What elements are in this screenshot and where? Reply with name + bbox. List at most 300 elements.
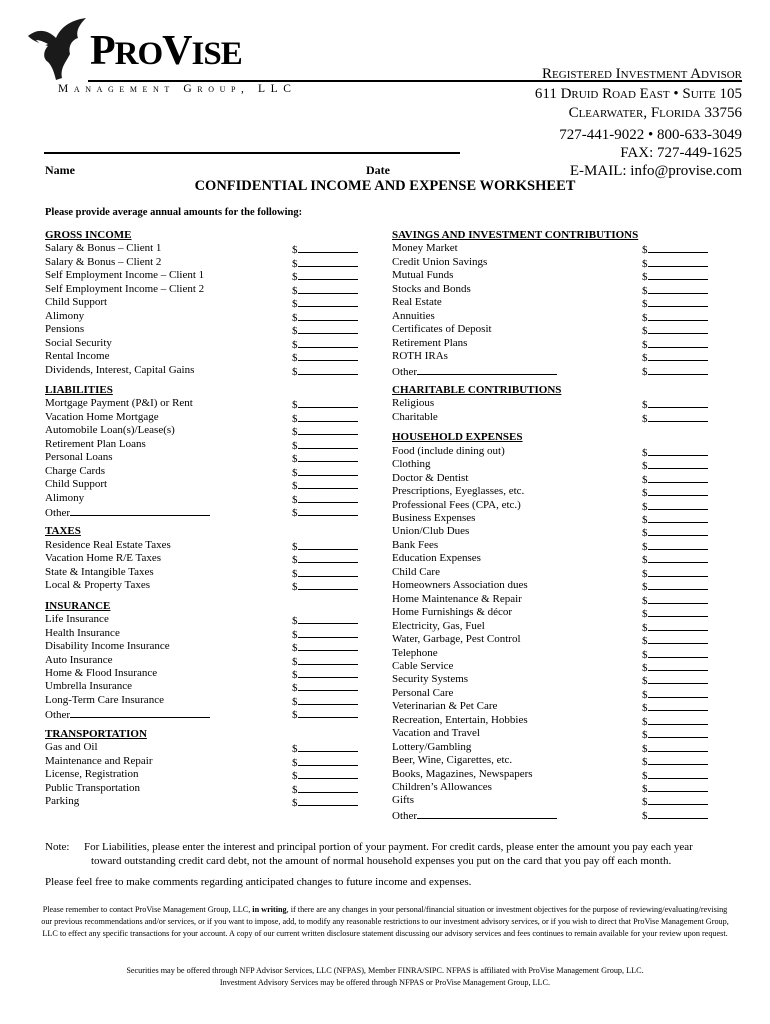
line-item-label: [392, 269, 453, 282]
amount-blank[interactable]: [648, 781, 708, 792]
dollar-sign: $: [292, 439, 298, 452]
section-heading-savings-and-investment-contributions: SAVINGS AND INVESTMENT CONTRIBUTIONS: [392, 229, 639, 241]
line-item-text: Residence Real Estate Taxes: [45, 538, 171, 551]
line-item-label: [45, 539, 171, 552]
amount-blank[interactable]: [648, 445, 708, 456]
line-item-text: Telephone: [392, 646, 438, 659]
amount-blank[interactable]: [298, 654, 358, 665]
other-description-field[interactable]: [417, 808, 557, 819]
dollar-sign: $: [642, 257, 648, 270]
amount-blank[interactable]: [648, 525, 708, 536]
line-item-text: Retirement Plan Loans: [45, 437, 146, 450]
amount-blank[interactable]: [648, 310, 708, 321]
amount-blank[interactable]: [648, 283, 708, 294]
line-item-text: Other: [45, 709, 71, 722]
line-item-text: Clothing: [392, 458, 431, 471]
dollar-sign: $: [642, 581, 648, 594]
amount-blank[interactable]: [648, 660, 708, 671]
dollar-sign: $: [642, 514, 648, 526]
dollar-sign: $: [292, 668, 298, 681]
amount-blank[interactable]: [648, 552, 708, 563]
line-item-text: Books, Magazines, Newspapers: [392, 767, 533, 780]
dollar-sign: $: [292, 352, 298, 365]
line-item-text: Doctor & Dentist: [392, 471, 469, 484]
line-item-text: Home Maintenance & Repair: [392, 592, 522, 605]
dollar-sign: $: [642, 338, 648, 351]
line-item-label: [392, 337, 467, 350]
line-item-label: [392, 310, 435, 323]
dollar-sign: $: [642, 594, 648, 607]
line-item-text: Union/Club Dues: [392, 525, 470, 538]
line-item-label: [392, 499, 521, 512]
line-item-text: Auto Insurance: [45, 653, 113, 666]
amount-field[interactable]: [642, 808, 708, 823]
line-item-label: [45, 768, 138, 781]
dollar-sign: $: [642, 460, 648, 473]
dollar-sign: $: [292, 783, 298, 796]
amount-blank[interactable]: [648, 727, 708, 738]
dollar-sign: $: [642, 783, 648, 795]
amount-blank[interactable]: [298, 269, 358, 280]
line-item-label: [45, 323, 84, 336]
line-item-label: [45, 465, 105, 478]
line-item-label: [392, 445, 505, 458]
line-item-label: [45, 640, 170, 653]
line-item-text: Personal Loans: [45, 451, 113, 464]
amount-blank[interactable]: [298, 613, 358, 624]
line-item-text: Vacation Home R/E Taxes: [45, 552, 162, 565]
amount-blank[interactable]: [298, 795, 358, 806]
disclaimer: Please remember to contact ProVise Management Group, LLC, in writing, if there are any changes in your personal/financial situation or investment objectives for the purpose of reviewing/evaluating/revising our previous recommendations and/or services, or if you want to impose, add, to modify any reasonable restrictions to our investment advisory services, or if you wish to direct that ProVise Management Group, LLC to effect any specific transactions for your account. A copy of our current written disclosure statement discussing our advisory services and fees continues to remain available for your review upon request.: [41, 905, 729, 938]
dollar-sign: $: [292, 642, 298, 655]
line-item-label: [45, 478, 107, 491]
line-item-text: Electricity, Gas, Fuel: [392, 619, 485, 632]
amount-blank[interactable]: [648, 397, 708, 408]
amount-blank[interactable]: [298, 667, 358, 678]
dollar-sign: $: [642, 473, 648, 486]
dollar-sign: $: [292, 743, 298, 756]
amount-blank[interactable]: [298, 566, 358, 577]
dollar-sign: $: [292, 257, 298, 270]
dollar-sign: $: [292, 338, 298, 351]
amount-blank[interactable]: [648, 768, 708, 779]
amount-blank[interactable]: [648, 647, 708, 658]
dollar-sign: $: [292, 655, 298, 668]
email-address: E-MAIL: info@provise.com: [569, 163, 742, 179]
dollar-sign: $: [292, 399, 298, 412]
amount-field[interactable]: [292, 707, 358, 722]
amount-blank[interactable]: [648, 512, 708, 523]
line-item-text: Annuities: [392, 309, 435, 322]
line-item-label: [45, 613, 109, 626]
line-item-label: [392, 552, 481, 565]
dollar-sign: $: [642, 527, 648, 540]
dollar-sign: $: [292, 426, 298, 439]
amount-blank[interactable]: [298, 465, 358, 476]
line-item-label: [45, 256, 161, 269]
line-item-text: Business Expenses: [392, 512, 476, 524]
amount-blank[interactable]: [648, 633, 708, 644]
line-item-text: Maintenance and Repair: [45, 754, 153, 767]
amount-blank[interactable]: [298, 680, 358, 691]
amount-blank[interactable]: [648, 350, 708, 361]
name-date-line[interactable]: [44, 152, 460, 154]
dollar-sign: $: [642, 446, 648, 459]
line-item-label: [45, 438, 146, 451]
amount-blank[interactable]: [648, 485, 708, 496]
dollar-sign: $: [642, 702, 648, 715]
line-item-label: [45, 411, 159, 424]
fax-number: FAX: 727-449-1625: [620, 145, 742, 161]
amount-blank[interactable]: [648, 566, 708, 577]
dollar-sign: $: [642, 487, 648, 500]
line-item-text: Social Security: [45, 336, 112, 349]
dollar-sign: $: [642, 540, 648, 553]
line-item-text: Professional Fees (CPA, etc.): [392, 498, 521, 511]
amount-blank[interactable]: [298, 755, 358, 766]
other-description-field[interactable]: [70, 505, 210, 516]
dollar-sign: $: [642, 271, 648, 284]
line-item-label: [392, 472, 468, 485]
amount-blank[interactable]: [298, 451, 358, 462]
dollar-sign: $: [642, 756, 648, 769]
amount-blank[interactable]: [298, 323, 358, 334]
line-item-text: Child Support: [45, 478, 108, 491]
amount-blank[interactable]: [648, 579, 708, 590]
amount-blank[interactable]: [298, 707, 358, 718]
dollar-sign: $: [642, 412, 648, 425]
other-description-field[interactable]: [417, 364, 557, 375]
line-item-text: Homeowners Association dues: [392, 579, 528, 592]
dollar-sign: $: [292, 770, 298, 783]
amount-blank[interactable]: [298, 492, 358, 503]
address-line-2: Clearwater, Florida 33756: [568, 105, 742, 121]
line-item-label: [392, 539, 438, 552]
amount-blank[interactable]: [298, 768, 358, 779]
dollar-sign: $: [292, 507, 298, 519]
instruction-text: Please provide average annual amounts for the following:: [45, 207, 303, 218]
line-item-label: [392, 768, 533, 781]
amount-blank[interactable]: [648, 700, 708, 711]
dollar-sign: $: [642, 796, 648, 809]
line-item-text: Food (include dining out): [392, 444, 505, 457]
phone-numbers: 727-441-9022 • 800-633-3049: [559, 127, 742, 143]
amount-blank[interactable]: [648, 269, 708, 280]
amount-field[interactable]: [292, 579, 358, 594]
line-item-text: Security Systems: [392, 673, 469, 686]
amount-blank[interactable]: [648, 296, 708, 307]
dollar-sign: $: [292, 797, 298, 809]
line-item-label: [45, 654, 113, 667]
amount-blank[interactable]: [648, 242, 708, 253]
amount-blank[interactable]: [648, 754, 708, 765]
line-item-text: Water, Garbage, Pest Control: [392, 633, 521, 646]
amount-blank[interactable]: [298, 627, 358, 638]
line-item-label: [392, 283, 471, 296]
amount-blank[interactable]: [298, 694, 358, 705]
amount-field[interactable]: [642, 364, 708, 379]
dollar-sign: $: [292, 325, 298, 338]
line-item-text: Public Transportation: [45, 781, 141, 794]
line-item-text: Gifts: [392, 794, 414, 807]
other-description-field[interactable]: [70, 707, 210, 718]
amount-blank[interactable]: [298, 337, 358, 348]
dollar-sign: $: [292, 311, 298, 324]
line-item-text: Child Care: [392, 565, 440, 578]
amount-field[interactable]: [292, 364, 358, 379]
note-line-2: toward outstanding credit card debt, not the amount of normal household expenses you put on the card that you pay off each month.: [91, 855, 672, 867]
amount-blank[interactable]: [648, 687, 708, 698]
line-item-text: Self Employment Income – Client 1: [45, 269, 205, 282]
line-item-text: Other: [392, 365, 418, 378]
line-item-label: [45, 269, 204, 282]
amount-blank[interactable]: [298, 283, 358, 294]
line-item-label: [45, 364, 194, 377]
amount-blank[interactable]: [298, 296, 358, 307]
amount-blank[interactable]: [298, 256, 358, 267]
amount-blank[interactable]: [298, 478, 358, 489]
name-label: Name: [45, 163, 75, 177]
line-item-text: License, Registration: [45, 768, 139, 781]
line-item-text: Veterinarian & Pet Care: [392, 700, 498, 713]
line-item-text: Self Employment Income – Client 2: [45, 282, 205, 295]
dollar-sign: $: [642, 809, 648, 822]
amount-field[interactable]: [292, 505, 358, 520]
amount-blank[interactable]: [298, 364, 358, 375]
line-item-text: Cable Service: [392, 659, 454, 672]
line-item-text: Charitable: [392, 410, 438, 423]
line-item-label: [45, 242, 161, 255]
amount-blank[interactable]: [648, 539, 708, 550]
line-item-text: Personal Care: [392, 686, 454, 699]
dollar-sign: $: [642, 621, 648, 634]
line-item-text: Alimony: [45, 309, 85, 322]
line-item-text: Local & Property Taxes: [45, 579, 151, 592]
eagle-logo-icon: [26, 18, 92, 82]
line-item-label: [45, 397, 193, 410]
line-item-label: [45, 296, 107, 309]
amount-blank[interactable]: [648, 458, 708, 469]
line-item-label: [45, 451, 113, 464]
line-item-label: [45, 694, 164, 707]
dollar-sign: $: [642, 352, 648, 365]
line-item-label: [392, 512, 475, 525]
amount-blank[interactable]: [648, 364, 708, 375]
dollar-sign: $: [292, 365, 298, 378]
line-item-label: [392, 606, 512, 619]
section-heading-charitable-contributions: CHARITABLE CONTRIBUTIONS: [392, 383, 562, 396]
line-item-text: Vacation Home Mortgage: [45, 410, 159, 423]
line-item-text: Pensions: [45, 323, 85, 336]
line-item-label: [392, 579, 528, 592]
line-item-label: [45, 566, 154, 579]
line-item-text: Money Market: [392, 242, 458, 255]
amount-blank[interactable]: [648, 323, 708, 334]
line-item-text: Stocks and Bonds: [392, 282, 471, 295]
dollar-sign: $: [292, 567, 298, 580]
section-heading-household-expenses: HOUSEHOLD EXPENSES: [392, 431, 523, 444]
amount-blank[interactable]: [648, 794, 708, 805]
line-item-text: ROTH IRAs: [392, 350, 448, 363]
amount-blank[interactable]: [298, 552, 358, 563]
amount-blank[interactable]: [648, 620, 708, 631]
dollar-sign: $: [642, 399, 648, 412]
line-item-label: [392, 687, 453, 700]
line-item-label: [392, 673, 468, 686]
line-item-label: [45, 492, 84, 505]
line-item-label: [392, 256, 487, 269]
amount-blank[interactable]: [648, 741, 708, 752]
dollar-sign: $: [642, 567, 648, 580]
amount-blank[interactable]: [648, 256, 708, 267]
line-item-text: Rental Income: [45, 350, 110, 363]
dollar-sign: $: [292, 615, 298, 628]
line-item-label: [45, 755, 153, 768]
dollar-sign: $: [642, 365, 648, 378]
page-title: CONFIDENTIAL INCOME AND EXPENSE WORKSHEET: [194, 178, 576, 194]
dollar-sign: $: [642, 742, 648, 755]
line-item-label: [392, 525, 469, 538]
dollar-sign: $: [642, 298, 648, 311]
amount-blank[interactable]: [298, 350, 358, 361]
line-item-text: Beer, Wine, Cigarettes, etc.: [392, 754, 513, 767]
line-item-label: [392, 566, 440, 579]
amount-blank[interactable]: [648, 606, 708, 617]
logo-subtitle: Management Group, LLC: [58, 83, 297, 95]
line-item-label: [392, 620, 485, 633]
amount-blank[interactable]: [648, 411, 708, 422]
dollar-sign: $: [642, 715, 648, 728]
line-item-text: Education Expenses: [392, 552, 481, 565]
line-item-label: [392, 411, 438, 424]
amount-blank[interactable]: [648, 472, 708, 483]
dollar-sign: $: [292, 480, 298, 493]
line-item-label: [392, 397, 434, 410]
line-item-label: [392, 323, 492, 336]
date-label: Date: [366, 163, 390, 177]
amount-blank[interactable]: [648, 673, 708, 684]
line-item-text: Vacation and Travel: [392, 727, 480, 740]
line-item-text: Life Insurance: [45, 613, 109, 626]
line-item-label: [392, 754, 512, 767]
line-item-label: [45, 552, 161, 565]
dollar-sign: $: [642, 284, 648, 297]
line-item-label: [392, 794, 414, 807]
address-line-1: 611 Druid Road East • Suite 105: [534, 86, 742, 102]
line-item-label: [45, 424, 175, 437]
line-item-label: [45, 350, 109, 363]
line-item-label: [392, 296, 442, 309]
line-item-text: Lottery/Gambling: [392, 740, 472, 753]
line-item-text: Child Support: [45, 296, 108, 309]
line-item-text: Other: [392, 809, 418, 822]
provise-wordmark: PROVISE: [90, 28, 242, 74]
line-item-label: [392, 458, 431, 471]
dollar-sign: $: [642, 729, 648, 742]
dollar-sign: $: [642, 675, 648, 688]
line-item-label: [392, 350, 448, 363]
line-item-label: [392, 660, 453, 673]
amount-blank[interactable]: [298, 411, 358, 422]
dollar-sign: $: [292, 271, 298, 284]
line-item-text: Home Furnishings & décor: [392, 606, 513, 619]
line-item-text: Home & Flood Insurance: [45, 666, 158, 679]
amount-blank[interactable]: [298, 242, 358, 253]
amount-blank[interactable]: [298, 397, 358, 408]
amount-field[interactable]: [642, 411, 708, 426]
section-heading-taxes: TAXES: [45, 525, 81, 538]
line-item-text: Disability Income Insurance: [45, 640, 170, 653]
dollar-sign: $: [642, 325, 648, 338]
line-item-text: Bank Fees: [392, 538, 439, 551]
footer-line-1: Securities may be offered through NFP Advisor Services, LLC (NFPAS), Member FINRA/SIPC. NFPAS is affiliated with ProVise Management Group, LLC.: [126, 966, 644, 975]
line-item-label: [45, 283, 204, 296]
dollar-sign: $: [642, 500, 648, 513]
amount-blank[interactable]: [298, 539, 358, 550]
line-item-text: Mutual Funds: [392, 269, 454, 282]
line-item-label: [392, 808, 557, 823]
dollar-sign: $: [292, 540, 298, 553]
dollar-sign: $: [292, 466, 298, 479]
dollar-sign: $: [292, 554, 298, 567]
amount-blank[interactable]: [298, 505, 358, 516]
line-item-label: [392, 364, 557, 379]
line-item-text: Credit Union Savings: [392, 255, 488, 268]
line-item-label: [392, 714, 528, 727]
line-item-text: Mortgage Payment (P&I) or Rent: [45, 397, 193, 410]
amount-blank[interactable]: [298, 741, 358, 752]
dollar-sign: $: [642, 311, 648, 324]
amount-blank[interactable]: [648, 337, 708, 348]
line-item-text: Other: [45, 507, 71, 519]
line-item-label: [392, 485, 524, 498]
amount-blank[interactable]: [648, 593, 708, 604]
dollar-sign: $: [292, 412, 298, 425]
line-item-label: [45, 627, 120, 640]
amount-blank[interactable]: [298, 438, 358, 449]
line-item-label: [45, 310, 84, 323]
line-item-text: Gas and Oil: [45, 741, 98, 754]
line-item-text: Children’s Allowances: [392, 781, 492, 793]
dollar-sign: $: [642, 688, 648, 701]
dollar-sign: $: [642, 635, 648, 648]
amount-blank[interactable]: [648, 714, 708, 725]
line-item-label: [45, 782, 140, 795]
amount-blank[interactable]: [298, 424, 358, 435]
amount-blank[interactable]: [298, 640, 358, 651]
line-item-text: Salary & Bonus – Client 1: [45, 242, 162, 255]
line-item-label: [392, 633, 521, 646]
dollar-sign: $: [292, 298, 298, 311]
amount-blank[interactable]: [298, 782, 358, 793]
dollar-sign: $: [292, 709, 298, 722]
line-item-label: [392, 781, 492, 794]
line-item-label: [392, 727, 480, 740]
line-item-text: Charge Cards: [45, 464, 105, 477]
comments-text: Please feel free to make comments regarding anticipated changes to future income and expenses.: [45, 876, 472, 888]
amount-field[interactable]: [292, 795, 358, 810]
line-item-label: [45, 667, 157, 680]
dollar-sign: $: [642, 769, 648, 782]
amount-blank[interactable]: [298, 579, 358, 590]
amount-blank[interactable]: [648, 808, 708, 819]
amount-blank[interactable]: [298, 310, 358, 321]
section-heading-liabilities: LIABILITIES: [45, 383, 113, 396]
amount-blank[interactable]: [648, 499, 708, 510]
section-heading-insurance: INSURANCE: [45, 599, 111, 612]
line-item-label: [392, 741, 471, 754]
note-label: Note:: [45, 841, 70, 853]
